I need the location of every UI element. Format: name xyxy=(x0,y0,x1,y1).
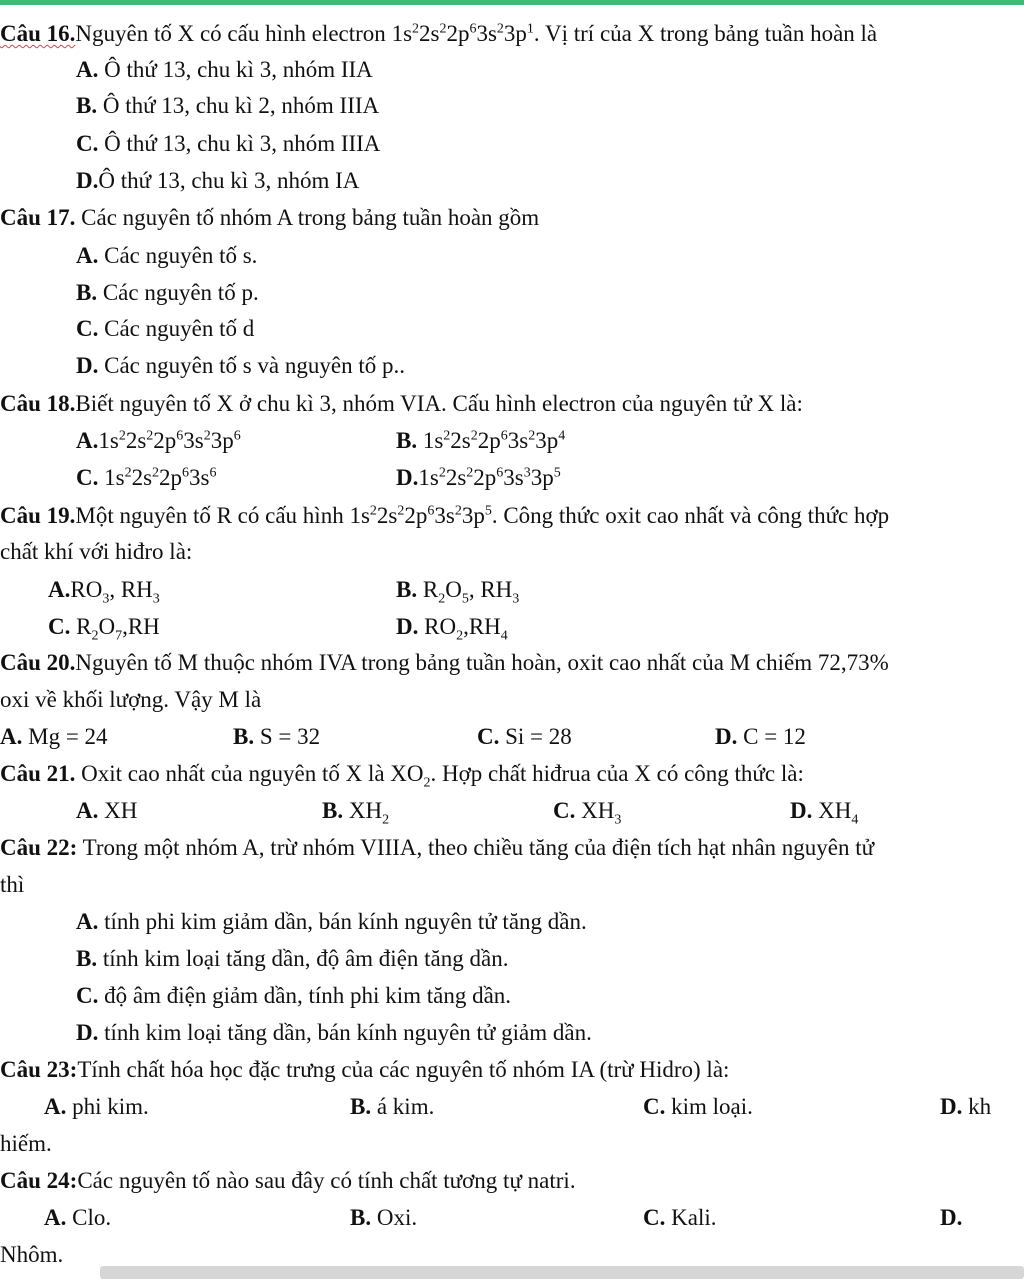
question-22: Câu 22: Trong một nhóm A, trừ nhóm VIIIA, theo chiều tăng của điện tích hạt nhân nguyên tử xyxy=(0,835,875,860)
option-d: D. C = 12 xyxy=(715,724,806,749)
bottom-scrollbar[interactable] xyxy=(100,1266,1024,1279)
option-d: $D.1s^22s^22p^63s^33p^5$ xyxy=(396,465,561,490)
option-c: C. Ô thứ 13, chu kì 3, nhóm IIIA xyxy=(76,131,381,156)
option-c: C. độ âm điện giảm dần, tính phi kim tăng dần. xyxy=(76,983,512,1008)
question-17: Câu 17. Các nguyên tố nhóm A trong bảng tuần hoàn gồm xyxy=(0,205,540,230)
question-19: Câu 19.Một nguyên tố R có cấu hình $1s^22s^22p^63s^23p^5$. Công thức oxit cao nhất và công thức hợp xyxy=(0,503,890,528)
question-22-continued: thì xyxy=(0,872,25,897)
option-a: A. XH xyxy=(76,798,138,823)
question-19-continued: chất khí với hiđro là: xyxy=(0,539,193,564)
option-b: B. $1s^22s^22p^63s^23p^4$ xyxy=(396,428,566,453)
option-c: C. $1s^22s^22p^63s^6$ xyxy=(76,465,217,490)
option-b: B. Ô thứ 13, chu kì 2, nhóm IIIA xyxy=(76,93,380,118)
question-label: Câu 21. xyxy=(0,761,76,786)
question-20-continued: oxi về khối lượng. Vậy M là xyxy=(0,687,262,712)
option-b: B. $XH_2$ xyxy=(322,798,390,828)
question-label: Câu 23: xyxy=(0,1057,78,1082)
option-a: A. Các nguyên tố s. xyxy=(76,243,258,268)
question-24: Câu 24:Các nguyên tố nào sau đây có tính chất tương tự natri. xyxy=(0,1168,576,1193)
option-b: B. $R_2O_5$, $RH_3$ xyxy=(396,577,520,607)
option-c: C. Kali. xyxy=(643,1205,717,1230)
option-b: B. á kim. xyxy=(350,1094,435,1119)
option-a: A. Clo. xyxy=(44,1205,112,1230)
option-a: A. Mg = 24 xyxy=(0,724,108,749)
question-label: Câu 18. xyxy=(0,391,76,416)
option-c: C. $XH_3$ xyxy=(553,798,622,828)
option-d: D. Các nguyên tố s và nguyên tố p.. xyxy=(76,353,405,378)
option-b: B. S = 32 xyxy=(233,724,321,749)
option-a: A. tính phi kim giảm dần, bán kính nguyên tử tăng dần. xyxy=(76,909,587,934)
option-c: C. Các nguyên tố d xyxy=(76,316,255,341)
question-label: Câu 17. xyxy=(0,205,76,230)
option-a: $A.RO_3$, $RH_3$ xyxy=(48,577,160,607)
option-a: $A.1s^22s^22p^63s^23p^6$ xyxy=(76,428,241,453)
question-label: Câu 16. xyxy=(0,21,76,46)
option-c: C. $R_2O_7,RH$ xyxy=(48,614,160,644)
question-label: Câu 22: xyxy=(0,835,78,860)
question-label: Câu 19. xyxy=(0,503,76,528)
option-a: A. Ô thứ 13, chu kì 3, nhóm IIA xyxy=(76,57,373,82)
option-b: B. Các nguyên tố p. xyxy=(76,280,259,305)
question-21: Câu 21. Oxit cao nhất của nguyên tố X là $XO_2$. Hợp chất hiđrua của X có công thức là: xyxy=(0,761,804,791)
question-label: Câu 20. xyxy=(0,650,76,675)
option-d: D.Ô thứ 13, chu kì 3, nhóm IA xyxy=(76,168,360,193)
top-accent-bar xyxy=(0,0,1024,5)
option-d: D. xyxy=(940,1205,963,1230)
question-label: Câu 24: xyxy=(0,1168,78,1193)
option-b: B. tính kim loại tăng dần, độ âm điện tăng dần. xyxy=(76,946,509,971)
option-d-continued: Nhôm. xyxy=(0,1242,64,1267)
option-a: A. phi kim. xyxy=(44,1094,149,1119)
option-d: D. $RO_2,RH_4$ xyxy=(396,614,508,644)
electron-config: $1s^22s^22p^63s^23p^1$ xyxy=(391,21,534,46)
option-c: C. kim loại. xyxy=(643,1094,753,1119)
option-d: D. tính kim loại tăng dần, bán kính nguyên tử giảm dần. xyxy=(76,1020,592,1045)
electron-config: $1s^22s^22p^63s^23p^5$ xyxy=(349,503,492,528)
option-b: B. Oxi. xyxy=(350,1205,418,1230)
option-d: D. kh xyxy=(940,1094,992,1119)
question-20: Câu 20.Nguyên tố M thuộc nhóm IVA trong bảng tuần hoàn, oxit cao nhất của M chiếm 72,73% xyxy=(0,650,889,675)
question-18: Câu 18.Biết nguyên tố X ở chu kì 3, nhóm VIA. Cấu hình electron của nguyên tử X là: xyxy=(0,391,803,416)
option-d: D. $XH_4$ xyxy=(790,798,859,828)
question-16: Câu 16.Nguyên tố X có cấu hình electron $1s^22s^22p^63s^23p^1$. Vị trí của X trong bảng tuần hoàn là xyxy=(0,21,878,46)
option-d-continued: hiếm. xyxy=(0,1131,52,1156)
option-c: C. Si = 28 xyxy=(477,724,572,749)
question-23: Câu 23:Tính chất hóa học đặc trưng của các nguyên tố nhóm IA (trừ Hidro) là: xyxy=(0,1057,730,1082)
